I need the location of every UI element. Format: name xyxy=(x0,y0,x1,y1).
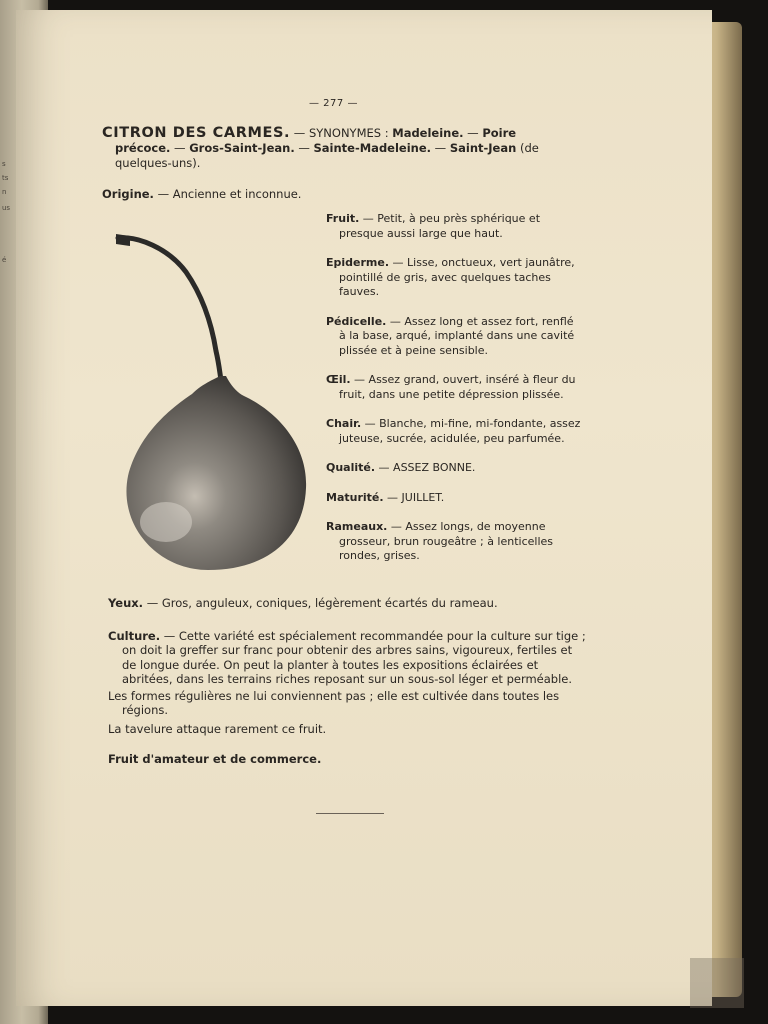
desc-text: — Blanche, mi-fine, mi-fondante, assez juteuse, sucrée, acidulée, peu parfumée. xyxy=(339,417,581,445)
desc-pedicelle xyxy=(326,315,582,359)
synonym: Poire xyxy=(482,126,517,140)
cultivation-section xyxy=(108,596,586,767)
desc-text: — JUILLET. xyxy=(383,490,445,504)
desc-label: Qualité. xyxy=(326,461,376,474)
dash: — xyxy=(431,141,450,155)
description-column xyxy=(326,212,582,579)
formes-paragraph: Les formes régulières ne lui conviennent pas ; elle est cultivée dans toutes les régions. xyxy=(108,688,560,717)
desc-label: Pédicelle. xyxy=(326,314,387,328)
dash: — xyxy=(290,126,309,140)
left-page-fragment: s xyxy=(2,160,6,168)
desc-oeil xyxy=(326,373,582,402)
desc-label: Maturité. xyxy=(326,490,384,504)
left-page-fragment: é xyxy=(2,256,7,264)
synonym-note: (de quelques-uns). xyxy=(115,141,539,170)
left-page-fragment: ts xyxy=(2,174,9,182)
desc-text: — ASSEZ BONNE. xyxy=(375,461,476,474)
origine-label: Origine. xyxy=(102,187,154,201)
culture-label: Culture. xyxy=(108,628,161,643)
origine-line xyxy=(102,187,301,201)
culture-text: — Cette variété est spécialement recommandée pour la culture sur tige ; on doit la greffer sur franc pour obtenir des arbres sains, vigoureux, fertiles et de longue durée. On peut la planter à toutes les expositions éclairées et abritées, dans les terrains riches reposant sur un sous-sol léger et perméable. xyxy=(122,628,586,686)
desc-qualite xyxy=(326,461,582,476)
synonym: Sainte-Madeleine. xyxy=(313,141,432,155)
variety-name: CITRON DES CARMES. xyxy=(102,125,291,141)
desc-label: Chair. xyxy=(326,417,362,430)
desc-text: — Lisse, onctueux, vert jaunâtre, pointillé de gris, avec quelques taches fauves. xyxy=(339,256,575,298)
desc-epiderme xyxy=(326,256,582,300)
synonymes-label: SYNONYMES : xyxy=(308,126,393,140)
dash: — xyxy=(463,126,483,140)
desc-label: Rameaux. xyxy=(326,520,388,533)
desc-rameaux xyxy=(326,520,582,564)
desc-text: — Assez grand, ouvert, inséré à fleur du fruit, dans une petite dépression plissée. xyxy=(339,373,576,401)
synonym: précoce. xyxy=(115,141,171,155)
synonym: Madeleine. xyxy=(392,126,464,140)
synonym: Saint-Jean xyxy=(449,141,517,155)
desc-text: — Petit, à peu près sphérique et presque aussi large que haut. xyxy=(339,212,541,240)
tavelure-paragraph: La tavelure attaque rarement ce fruit. xyxy=(108,721,327,736)
page-number: — 277 — xyxy=(309,98,358,109)
left-page-fragment: n xyxy=(2,188,7,196)
desc-text: — Assez longs, de moyenne grosseur, brun rougeâtre ; à lenticelles rondes, grises. xyxy=(339,520,554,562)
dash: — xyxy=(294,141,314,155)
corner-shadow xyxy=(690,958,744,1008)
yeux-text: — Gros, anguleux, coniques, légèrement écartés du rameau. xyxy=(143,596,498,610)
left-page-fragment: us xyxy=(2,204,11,212)
yeux-paragraph xyxy=(108,596,586,611)
yeux-label: Yeux. xyxy=(108,596,144,610)
desc-label: Œil. xyxy=(326,373,351,386)
end-rule xyxy=(316,813,384,814)
desc-fruit xyxy=(326,212,582,241)
desc-label: Fruit. xyxy=(326,212,360,225)
desc-label: Epiderme. xyxy=(326,256,390,269)
desc-maturite xyxy=(326,491,582,506)
title-block xyxy=(102,126,580,171)
origine-text: — Ancienne et inconnue. xyxy=(153,187,302,201)
dash: — xyxy=(170,141,190,155)
pear-illustration xyxy=(108,226,318,582)
book-page xyxy=(16,10,712,1006)
synonym: Gros-Saint-Jean. xyxy=(189,141,295,155)
desc-chair xyxy=(326,417,582,446)
culture-paragraph xyxy=(108,629,586,687)
conclusion: Fruit d'amateur et de commerce. xyxy=(108,752,322,766)
desc-text: — Assez long et assez fort, renflé à la base, arqué, implanté dans une cavité plissée et à peine sensible. xyxy=(339,314,575,357)
